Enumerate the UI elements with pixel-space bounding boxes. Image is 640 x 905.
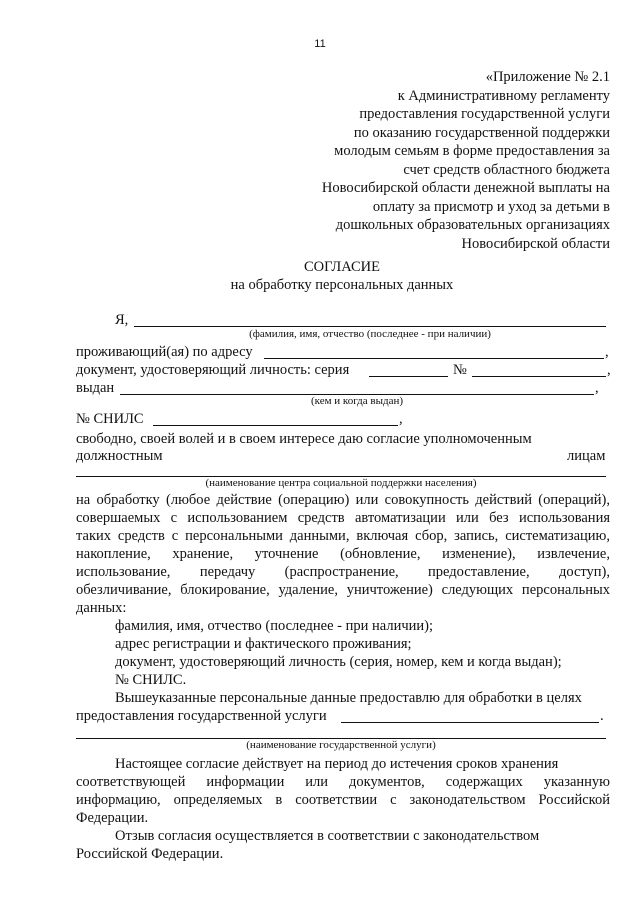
appendix-line: Новосибирской области [461,235,610,252]
fio-field[interactable] [134,326,606,327]
document-page: 11 «Приложение № 2.1 к Административному регламенту предоставления государственной услуги по оказанию государственной поддержки молодым семьям в форме предоставления за счет средств областного бюджета Новосибирской области денежной выплаты на оплату за присмотр и уход за детьми в дошкольных образовательных организациях Новосибирской области СОГЛАСИЕ на обработку персональных данных Я, (фамилия, имя, отчество (последнее - при наличии) проживающий(ая) по адресу , документ, удостоверяющий личность: серия № , выдан , (кем и когда выдан) № СНИЛС , свободно, своей волей и в своем интересе даю согласие уполномоченным должностным лицам (наименование центра социальной поддержки населения) на обработку (любое действие (операцию) или совокупность действий (операций), совершаемых с использованием средств автоматизации или без использования таких средств с персональными данными, включая сбор, запись, систематизацию, накопление, хранение, уточнение (обновление, изменение), извлечение, использование, передачу (распространение, предоставление, доступ), обезличивание, блокирование, удаление, уничтожение) следующих персональных данных: фамилия, имя, отчество (последнее - при наличии); адрес регистрации и фактического проживания; документ, удостоверяющий личность (серия, номер, кем и когда выдан); № СНИЛС. Вышеуказанные персональные данные предоставлю для обработки в целях предоставления государственной услуги . (наименование государственной услуги) Настоящее согласие действует на период до истечения сроков хранения соответствующей информации или документов, содержащих указанную информацию, определяемых в соответствии с законодательством Российской Федерации. Отзыв согласия осуществляется в соответствии с законодательством Российской Федерации. [0,0,640,905]
appendix-line: по оказанию государственной поддержки [353,124,610,141]
validity-line: Федерации. [76,810,149,826]
processing-line: на обработку (любое действие (операцию) или совокупность действий (операций), [76,492,610,508]
data-item: № СНИЛС. [115,672,187,688]
purpose-text: Вышеуказанные персональные данные предоставлю для обработки в целях [115,690,582,706]
processing-line: использование, передачу (распространение, предоставление, доступ), [76,564,610,580]
appendix-header [322,68,610,253]
revocation-line: Российской Федерации. [76,846,224,862]
address-field[interactable] [264,358,604,359]
page-number: 11 [314,38,326,50]
issued-label: выдан [76,380,115,396]
appendix-line: к Административному регламенту [397,87,610,104]
service-name-field[interactable] [341,722,599,723]
doc-number-field[interactable] [472,376,606,377]
processing-line: таких средств с персональными данными, включая сбор, запись, систематизацию, [76,528,610,544]
document-title: СОГЛАСИЕ [303,259,381,275]
appendix-line: Новосибирской области денежной выплаты на [321,180,610,196]
document-subtitle: на обработку персональных данных [230,277,454,293]
appendix-line: дошкольных образовательных организациях [335,217,610,233]
processing-line: совершаемых с использованием средств автоматизации или без использования [76,510,610,526]
appendix-line: предоставления государственной услуги [359,106,610,122]
center-caption: (наименование центра социальной поддержки населения) [205,477,477,489]
appendix-line: оплату за присмотр и уход за детьми в [372,198,610,215]
processing-line: данных: [76,600,127,616]
data-item: фамилия, имя, отчество (последнее - при наличии); [115,618,434,634]
appendix-line: молодым семьям в форме предоставления за [334,143,610,159]
purpose-service-label: предоставления государственной услуги [76,708,327,724]
data-item: адрес регистрации и фактического проживания; [115,636,412,652]
document-label: документ, удостоверяющий личность: серия [76,362,350,378]
issued-caption: (кем и когда выдан) [310,395,404,407]
fio-caption: (фамилия, имя, отчество (последнее - при наличии) [249,328,491,340]
service-caption: (наименование государственной услуги) [246,739,436,751]
snils-field[interactable] [153,425,398,426]
ya-label: Я, [115,312,129,328]
address-label: проживающий(ая) по адресу [76,344,253,360]
consent-persons: лицам [567,448,606,464]
series-field[interactable] [369,376,448,377]
snils-label: № СНИЛС [76,411,144,427]
validity-line: соответствующей информации или документов, содержащих указанную [76,774,610,790]
consent-text: свободно, своей волей и в своем интересе даю согласие уполномоченным [76,431,532,447]
processing-line: накопление, хранение, уточнение (обновление, изменение), извлечение, [76,546,610,562]
consent-officials: должностным [76,448,163,464]
processing-line: обезличивание, блокирование, удаление, уничтожение) следующих персональных [76,582,610,598]
appendix-line: счет средств областного бюджета [403,161,610,178]
validity-line: информацию, определяемых в соответствии с законодательством Российской [76,792,610,808]
revocation-line: Отзыв согласия осуществляется в соответствии с законодательством [115,828,540,844]
appendix-line: «Приложение № 2.1 [485,69,610,85]
data-item: документ, удостоверяющий личность (серия, номер, кем и когда выдан); [115,654,562,670]
number-sign: № [453,362,467,378]
validity-line: Настоящее согласие действует на период до истечения сроков хранения [115,756,559,772]
